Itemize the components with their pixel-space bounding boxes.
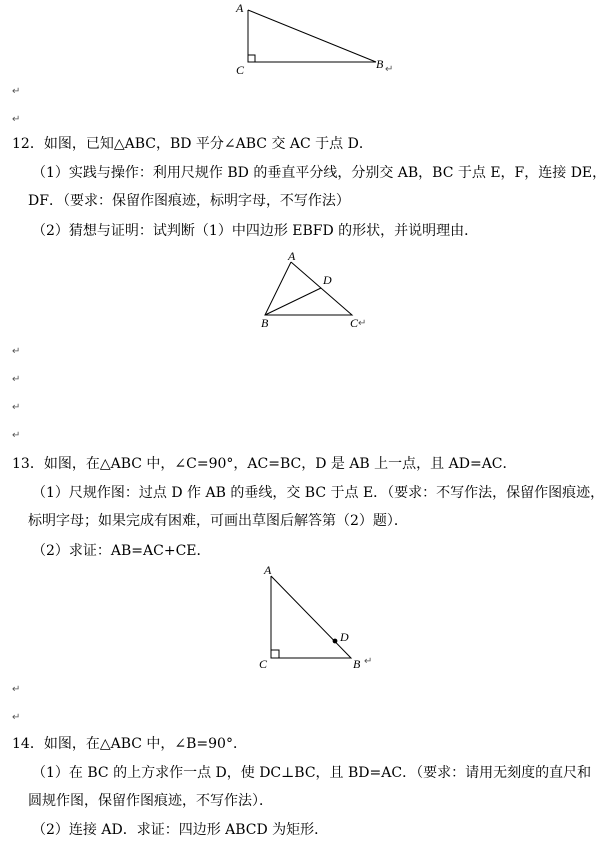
q12-part1-line2: DF．（要求：保留作图痕迹，标明字母，不写作法） [28, 193, 350, 209]
return-mark: ↵ [12, 430, 21, 441]
top-label-a: A [236, 1, 244, 15]
q12-bisector-bd [265, 288, 321, 315]
q13-triangle-shape [271, 576, 351, 658]
q13-label-a: A [264, 563, 272, 577]
top-label-c: C [236, 63, 245, 77]
q14-title: 14．如图，在△ABC 中，∠B=90°． [12, 736, 247, 752]
q14-part1-line1: （1）在 BC 的上方求作一点 D，使 DC⊥BC，且 BD=AC．（要求：请用无刻度的直尺和 [32, 765, 592, 781]
top-triangle-figure [230, 0, 400, 80]
q12-label-d: D [323, 273, 332, 287]
q12-part2: （2）猜想与证明：试判断（1）中四边形 EBFD 的形状，并说明理由． [32, 223, 479, 239]
return-mark: ↵ [12, 402, 21, 413]
q12-label-c: C [350, 316, 359, 330]
q13-point-d [333, 639, 338, 644]
q12-part1-line1: （1）实践与操作：利用尺规作 BD 的垂直平分线，分别交 AB，BC 于点 E，F，连接 DE， [32, 165, 607, 181]
return-mark: ↵ [12, 114, 21, 125]
return-mark: ↵ [12, 346, 21, 357]
q13-right-angle-mark [271, 650, 279, 658]
q13-label-d: D [340, 630, 349, 644]
q13-part1-line2: 标明字母；如果完成有困难，可画出草图后解答第（2）题）． [28, 513, 408, 529]
return-mark: ↵ [12, 374, 21, 385]
return-mark: ↵ [364, 656, 373, 667]
q13-label-c: C [259, 657, 268, 671]
q13-part2: （2）求证：AB=AC+CE． [32, 543, 211, 559]
q12-title: 12．如图，已知△ABC，BD 平分∠ABC 交 AC 于点 D． [12, 136, 373, 152]
return-mark: ↵ [358, 318, 367, 329]
q14-part1-line2: 圆规作图，保留作图痕迹，不写作法）． [28, 793, 273, 809]
q12-triangle-shape [265, 262, 352, 315]
q13-label-b: B [353, 657, 361, 671]
return-mark: ↵ [12, 684, 21, 695]
top-label-b: B [376, 57, 384, 71]
return-mark: ↵ [385, 64, 394, 75]
q14-part2: （2）连接 AD．求证：四边形 ABCD 为矩形． [32, 822, 329, 838]
return-mark: ↵ [12, 86, 21, 97]
q13-title: 13．如图，在△ABC 中，∠C=90°，AC=BC，D 是 AB 上一点，且 AD=AC． [12, 456, 517, 472]
q12-label-a: A [288, 249, 296, 263]
return-mark: ↵ [12, 712, 21, 723]
q12-label-b: B [261, 316, 269, 330]
q13-part1-line1: （1）尺规作图：过点 D 作 AB 的垂线，交 BC 于点 E．（要求：不写作法，保留作图痕迹， [32, 485, 605, 501]
top-triangle-shape [248, 10, 376, 62]
top-right-angle-mark [248, 55, 255, 62]
